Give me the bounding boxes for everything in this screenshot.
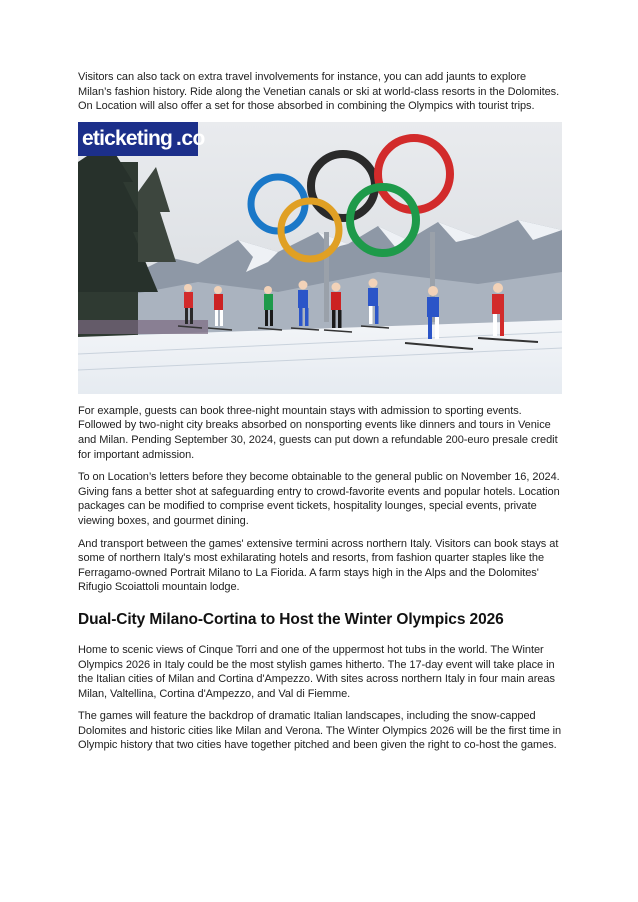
eticketing-logo: [78, 122, 205, 156]
article-body: [78, 70, 562, 761]
intro-paragraph: Visitors can also tack on extra travel involvements for instance, you can add jaunts to explore Milan’s fashion history. Ride along the Venetian canals or ski at world-class resorts in the Dolomites. On Location will also offer a set for those absorbed in combining the Olympics with tourist trips.: [78, 71, 560, 113]
photo-illustration: [78, 122, 562, 394]
section-heading: Dual-City Milano-Cortina to Host the Winter Olympics 2026: [78, 610, 504, 628]
paragraph-dolomites: The games will feature the backdrop of dramatic Italian landscapes, including the snow-capped Dolomites and historic cities like Milan and Verona. The Winter Olympics 2026 will be the first time in Olympic history that two cities have together pitched and been given the right to co-host the games.: [78, 710, 562, 752]
logo-text: eticketing: [82, 126, 173, 150]
paragraph-scenic-views: Home to scenic views of Cinque Torri and one of the uppermost hot tubs in the world. The Winter Olympics 2026 in Italy could be the most stylish games hitherto. The 17-day event will take place in the Italian cities of Milan and Cortina d'Ampezzo. With sites across northern Italy in four main areas Milan, Valtellina, Cortina d'Ampezzo, and Val di Fiemme.: [78, 643, 555, 700]
paragraph-mountain-stays: For example, guests can book three-night mountain stays with admission to sporting events. Followed by two-night city breaks absorbed on nonsporting events like dinners and tours in Venice and Milan. Pending September 30, 2024, guests can put down a refundable 200-euro presale credit for important admission.: [78, 404, 558, 461]
paragraph-transport: And transport between the games' extensive termini across northern Italy. Visitors can book stays at some of northern Italy's most exhilarating hotels and resorts, from fashion quarter staples like the Ferragamo-owned Portrait Milano to La Fiorida. A farm stays high in the Alps and the Dolomites' Rifugio Scoiattoli mountain lodge.: [78, 537, 559, 594]
ring-pillar: [324, 232, 329, 322]
logo-suffix: .co: [176, 126, 205, 150]
olympic-skiing-photo: [78, 122, 562, 394]
paragraph-on-location-letters: To on Location’s letters before they become obtainable to the general public on November 16, 2024. Giving fans a better shot at safeguarding entry to crowd-favorite events and popular hotels. Location packages can be modified to comprise event tickets, hospitality lounges, special events, private viewing boxes, and gourmet dining.: [78, 471, 560, 527]
